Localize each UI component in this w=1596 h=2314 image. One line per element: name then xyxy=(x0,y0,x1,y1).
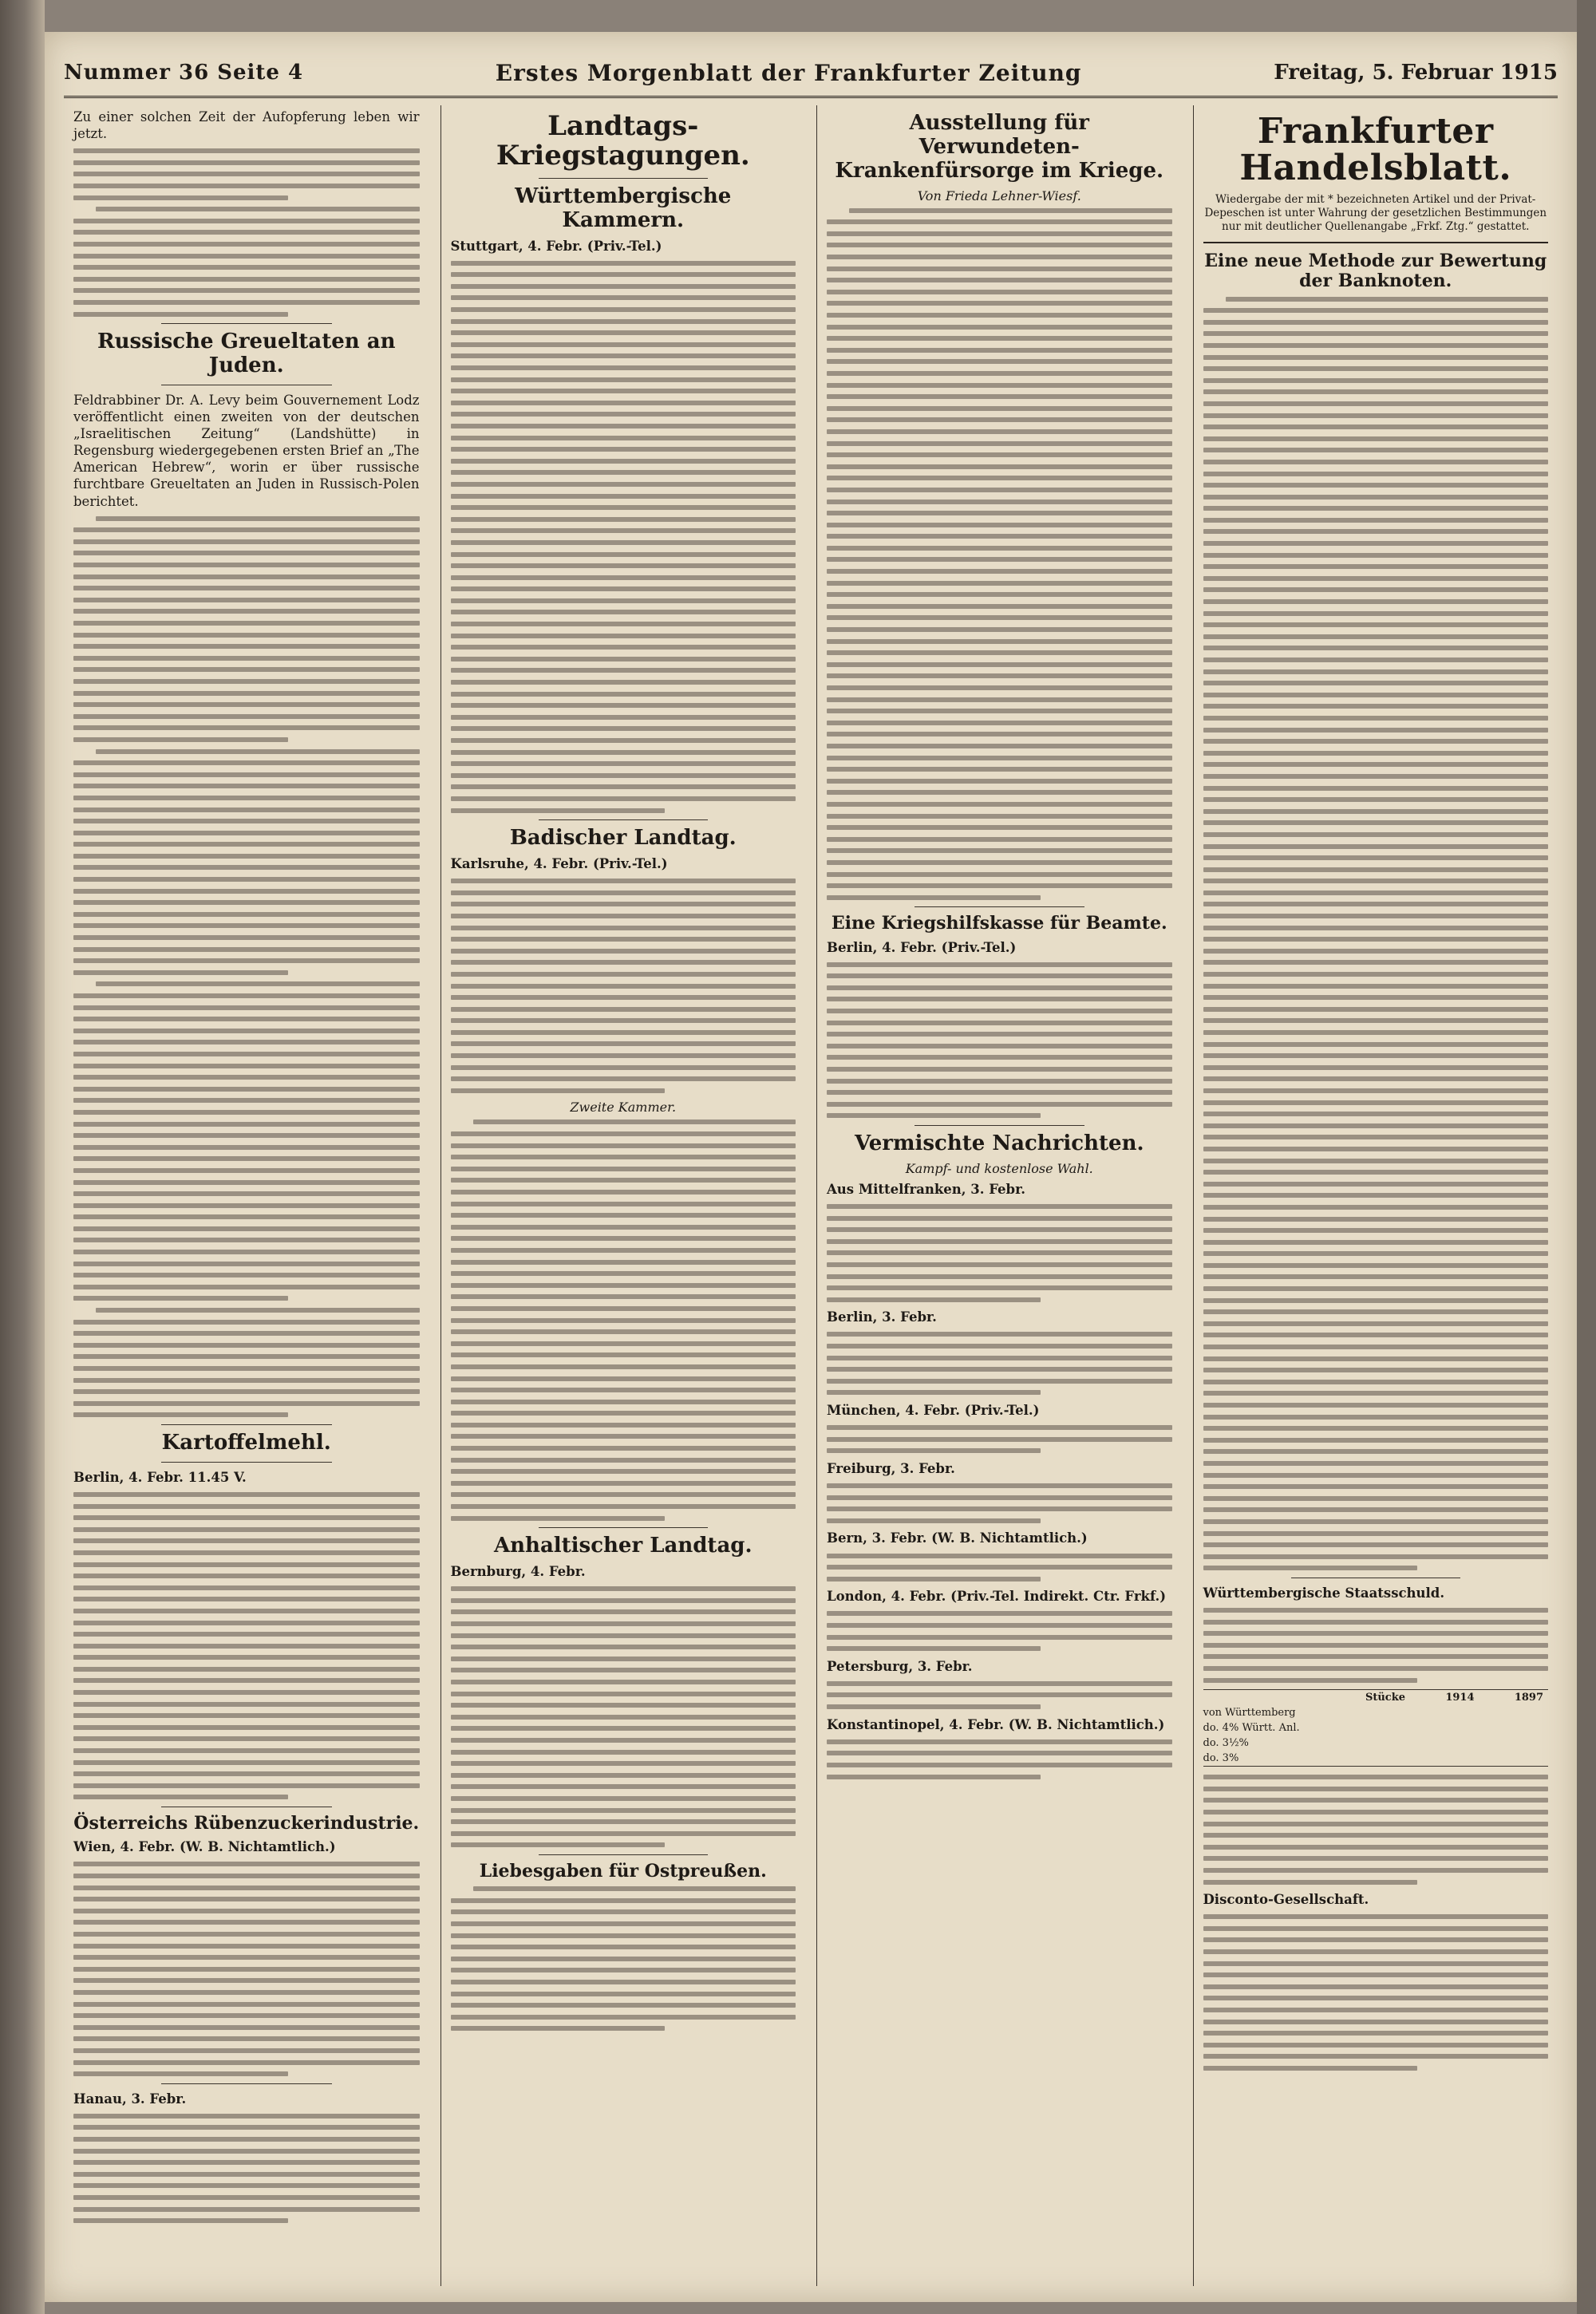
text-block xyxy=(73,148,420,316)
issue-number: Nummer 36 Seite 4 xyxy=(64,61,304,85)
article-lead-ruebenzucker: Wien, 4. Febr. (W. B. Nichtamtlich.) xyxy=(73,1839,336,1855)
article-lead-berlin: Berlin, 3. Febr. xyxy=(827,1309,937,1325)
paper-title: Erstes Morgenblatt der Frankfurter Zeitung xyxy=(495,59,1082,86)
heading-anhalt: Anhaltischer Landtag. xyxy=(493,1534,753,1558)
text-block xyxy=(827,1739,1172,1779)
intro-text: Zu einer solchen Zeit der Aufopferung leben wir jetzt. xyxy=(73,109,420,142)
heading-baden: Badischer Landtag. xyxy=(509,826,737,851)
table-cell xyxy=(1341,1752,1411,1764)
text-block xyxy=(827,208,1172,900)
article-lead-stuttgart: Stuttgart, 4. Febr. (Priv.-Tel.) xyxy=(450,238,662,254)
text-block xyxy=(73,2114,420,2223)
table-cell xyxy=(1410,1752,1479,1764)
text-block xyxy=(451,1886,796,2031)
table-cell xyxy=(1341,1737,1411,1749)
text-block xyxy=(1203,1914,1549,2071)
heading-ostpreussen: Liebesgaben für Ostpreußen. xyxy=(479,1860,767,1882)
column-4 xyxy=(1193,105,1558,2286)
table-cell xyxy=(1341,1707,1411,1719)
article-lead-muenchen: München, 4. Febr. (Priv.-Tel.) xyxy=(827,1403,1040,1419)
text-block xyxy=(827,1332,1172,1395)
article-lead-petersburg: Petersburg, 3. Febr. xyxy=(827,1658,973,1674)
table-cell xyxy=(1341,1722,1411,1734)
heading-kriegshilfskasse: Eine Kriegshilfskasse für Beamte. xyxy=(831,913,1167,934)
byline: Von Frieda Lehner-Wiesf. xyxy=(917,188,1081,203)
text-block xyxy=(827,1681,1172,1709)
table-header xyxy=(1203,1692,1341,1704)
article-lead-bernburg: Bernburg, 4. Febr. xyxy=(450,1564,586,1580)
article-lead-karlsruhe: Karlsruhe, 4. Febr. (Priv.-Tel.) xyxy=(450,856,668,872)
table-cell xyxy=(1479,1722,1549,1734)
heading-russian-atrocities: Russische Greueltaten an Juden. xyxy=(97,330,396,378)
book-binding xyxy=(0,0,45,2314)
text-block xyxy=(827,1425,1172,1453)
heading-wuerttemberg: Württembergische Kammern. xyxy=(515,184,732,232)
text-block xyxy=(827,962,1172,1119)
heading-kartoffelmehl: Kartoffelmehl. xyxy=(161,1430,331,1455)
text-block xyxy=(451,879,796,1093)
article-lead-bern: Bern, 3. Febr. (W. B. Nichtamtlich.) xyxy=(827,1530,1088,1546)
divider xyxy=(161,1462,332,1463)
text-block xyxy=(73,1862,420,2076)
heading-bank-method: Eine neue Methode zur Bewertung der Banknoten. xyxy=(1204,251,1547,292)
table-row xyxy=(1203,1736,1549,1751)
divider xyxy=(915,906,1084,907)
table-cell xyxy=(1479,1752,1549,1764)
text-block xyxy=(1203,1608,1549,1683)
divider xyxy=(1203,242,1549,243)
article-columns xyxy=(64,105,1558,2286)
heading-landtags: Landtags-Kriegstagungen. xyxy=(496,110,750,172)
article-lead-kriegshilfskasse: Berlin, 4. Febr. (Priv.-Tel.) xyxy=(827,939,1017,955)
column-2 xyxy=(440,105,806,2286)
divider xyxy=(539,1854,709,1855)
divider xyxy=(539,178,709,179)
article-lead-freiburg: Freiburg, 3. Febr. xyxy=(827,1460,955,1476)
text-block xyxy=(451,1119,796,1520)
table-header: Stücke xyxy=(1365,1692,1405,1704)
text-block xyxy=(73,1492,420,1799)
table-header: 1897 xyxy=(1514,1692,1543,1704)
table-row xyxy=(1203,1751,1549,1766)
table-row xyxy=(1203,1705,1549,1720)
table-header-row xyxy=(1203,1690,1549,1705)
page-edge xyxy=(1577,0,1596,2314)
text-block xyxy=(827,1611,1172,1651)
heading-ausstellung: Ausstellung für Verwundeten-Krankenfürsorge im Kriege. xyxy=(835,111,1164,183)
subheading-wahl: Kampf- und kostenlose Wahl. xyxy=(905,1160,1093,1176)
table-cell: do. 3½% xyxy=(1203,1737,1249,1750)
text-block xyxy=(451,261,796,813)
article-lead-mittelfranken: Aus Mittelfranken, 3. Febr. xyxy=(827,1181,1026,1197)
divider xyxy=(915,1125,1084,1126)
divider xyxy=(161,1424,332,1425)
divider xyxy=(539,819,709,820)
table-cell: von Württemberg xyxy=(1203,1707,1296,1720)
text-block xyxy=(827,1483,1172,1523)
text-block xyxy=(827,1204,1172,1302)
article-lead-london: London, 4. Febr. (Priv.-Tel. Indirekt. Ctr. Frkf.) xyxy=(827,1589,1167,1605)
table-cell xyxy=(1410,1722,1479,1734)
table-row xyxy=(1203,1720,1549,1736)
text-block xyxy=(451,1586,796,1847)
table-cell xyxy=(1410,1737,1479,1749)
heading-disconto: Disconto-Gesellschaft. xyxy=(1203,1892,1369,1908)
divider xyxy=(161,2083,332,2084)
article-lead-konstantinopel: Konstantinopel, 4. Febr. (W. B. Nichtamtlich.) xyxy=(827,1716,1165,1732)
heading-ruebenzucker: Österreichs Rübenzuckerindustrie. xyxy=(73,1813,420,1834)
text-block xyxy=(73,516,420,1418)
table-cell xyxy=(1479,1707,1549,1719)
reprint-notice: Wiedergabe der mit * bezeichneten Artikel und der Privat-Depeschen ist unter Wahrung der gesetzlichen Bestimmungen nur mit deutlicher Quellenangabe „Frkf. Ztg.“ gestattet. xyxy=(1204,193,1547,234)
subheading-zweite-kammer: Zweite Kammer. xyxy=(570,1100,677,1116)
heading-staatsschuld: Württembergische Staatsschuld. xyxy=(1203,1585,1445,1601)
article-lead-kartoffel: Berlin, 4. Febr. 11.45 V. xyxy=(73,1469,247,1485)
table-cell xyxy=(1479,1737,1549,1749)
handelsblatt-masthead: Frankfurter Handelsblatt. xyxy=(1239,111,1512,189)
issue-date: Freitag, 5. Februar 1915 xyxy=(1274,61,1558,85)
article-lead-russian: Feldrabbiner Dr. A. Levy beim Gouvernement Lodz veröffentlicht einen zweiten von der deutschen „Israelitischen Zeitung“ (Landshütte) in Regensburg wiedergegebenen ersten Brief an „The American Hebrew“, worin er über russische furchtbare Greueltaten an Juden in Russisch-Polen berichtet. xyxy=(73,392,420,509)
text-block xyxy=(1203,297,1549,1571)
divider xyxy=(539,1527,709,1528)
column-3 xyxy=(816,105,1182,2286)
table-cell: do. 3% xyxy=(1203,1752,1239,1765)
debt-table xyxy=(1203,1689,1549,1767)
newspaper-page xyxy=(45,32,1577,2302)
page-header xyxy=(64,49,1558,98)
table-header: 1914 xyxy=(1445,1692,1475,1704)
article-lead-hanau: Hanau, 3. Febr. xyxy=(73,2091,187,2107)
divider xyxy=(161,323,332,324)
table-cell xyxy=(1410,1707,1479,1719)
column-1 xyxy=(64,105,429,2286)
heading-vermischte: Vermischte Nachrichten. xyxy=(854,1131,1144,1156)
text-block xyxy=(827,1554,1172,1581)
text-block xyxy=(1203,1775,1549,1884)
table-cell: do. 4% Württ. Anl. xyxy=(1203,1722,1300,1735)
